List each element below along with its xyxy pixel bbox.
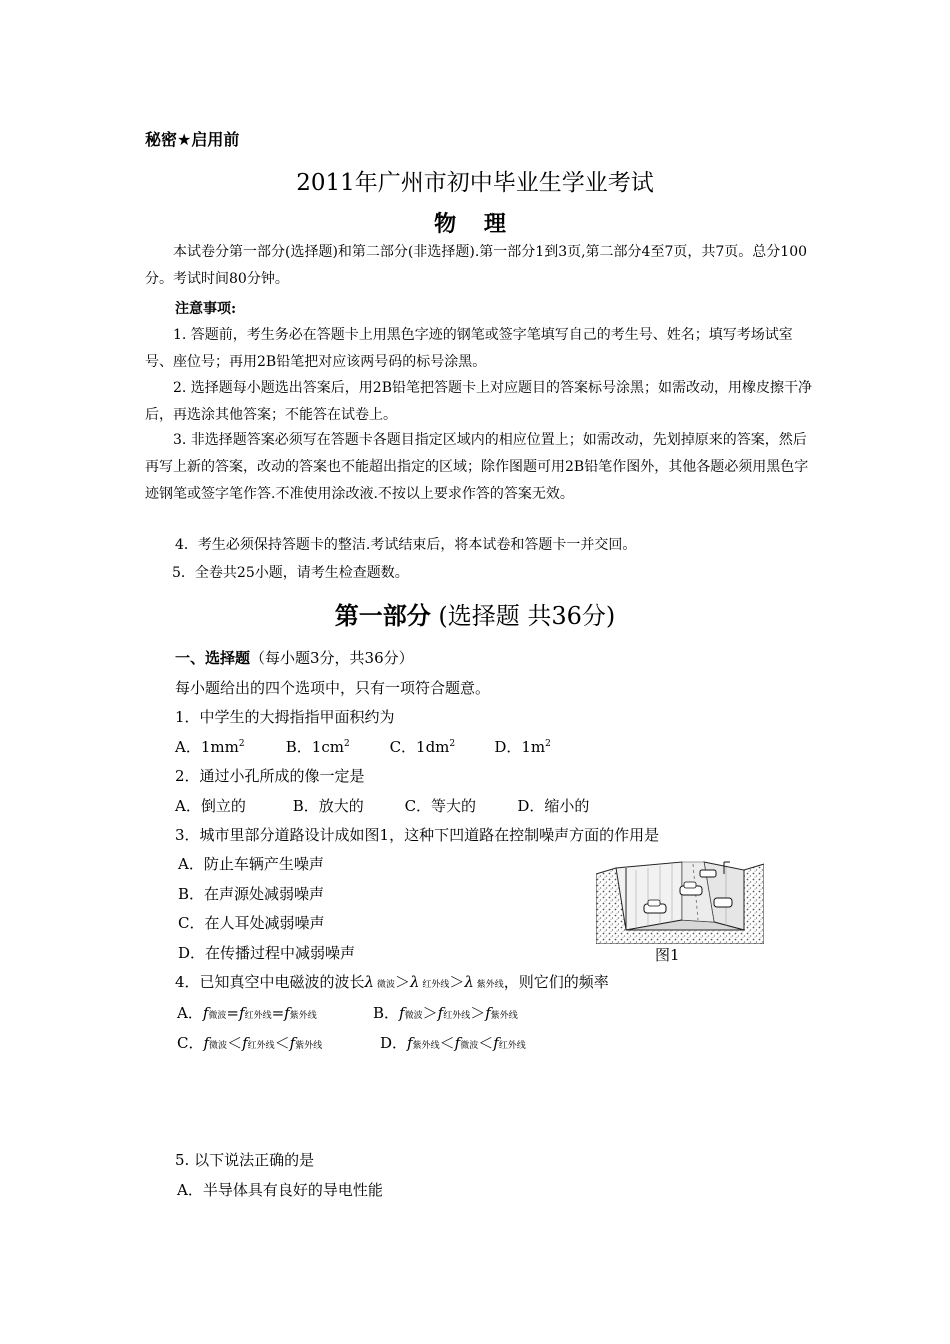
q1-option-d: D．$1m^2$: [494, 738, 551, 756]
q1-stem: 1．中学生的大拇指指甲面积约为: [175, 708, 395, 726]
notice-item-2: 2. 选择题每小题选出答案后，用2B铅笔把答题卡上对应题目的答案标号涂黑；如需改动，用橡皮擦干净后，再选涂其他答案；不能答在试卷上。: [145, 380, 813, 423]
section-heading: [175, 647, 414, 668]
q1-option-b: B．$1cm^2$: [285, 738, 350, 756]
q4-option-b: B．f微波＞f红外线＞f紫外线: [373, 1004, 518, 1022]
q2-option-d: D．缩小的: [517, 797, 590, 815]
section-heading-rest: （每小题3分，共36分）: [250, 649, 414, 667]
q2-option-a: A．倒立的: [175, 797, 246, 815]
notice-item-5: 5．全卷共25小题，请考生检查题数。: [172, 565, 409, 581]
q2-stem: 2．通过小孔所成的像一定是: [175, 767, 365, 785]
subject-title: 物 理: [434, 211, 516, 237]
notice-heading: 注意事项:: [175, 301, 237, 317]
q1-option-c: C．$1dm^2$: [389, 738, 456, 756]
exam-intro: 本试卷分第一部分(选择题)和第二部分(非选择题).第一部分1到3页,第二部分4至7页，共7页。总分100分。考试时间80分钟。: [145, 244, 808, 287]
notice-item-3: 3. 非选择题答案必须写在答题卡各题目指定区域内的相应位置上；如需改动，先划掉原来的答案，然后再写上新的答案，改动的答案也不能超出指定的区域；除作图题可用2B铅笔作图外，其他各题必须用黑色字迹钢笔或签字笔作答.不准使用涂改液.不按以上要求作答的答案无效。: [145, 432, 809, 502]
exam-title: 2011年广州市初中毕业生学业考试: [296, 170, 654, 196]
q1-option-a: A．$1mm^2$: [175, 738, 245, 756]
q2-option-c: C．等大的: [404, 797, 477, 815]
q1-options: [175, 736, 551, 757]
q3-stem: 3．城市里部分道路设计成如图1，这种下凹道路在控制噪声方面的作用是: [175, 826, 660, 844]
q3-option-b: B．在声源处减弱噪声: [178, 885, 325, 903]
q3-option-d: D．在传播过程中减弱噪声: [178, 944, 356, 962]
confidential-label: 秘密★启用前: [145, 130, 240, 149]
q4-option-d: D．f紫外线＜f微波＜f红外线: [380, 1034, 526, 1052]
part1-title-rest: (选择题 共36分): [430, 602, 616, 630]
section-heading-bold: 一、选择题: [175, 649, 251, 667]
q4-stem: 4．已知真空中电磁波的波长λ 微波＞λ 红外线＞λ 紫外线，则它们的频率: [175, 973, 609, 991]
q5-option-a: A．半导体具有良好的导电性能: [177, 1181, 383, 1199]
notice-item-4: 4．考生必须保持答题卡的整洁.考试结束后，将本试卷和答题卡一并交回。: [175, 537, 637, 553]
sunken-road-figure: [596, 860, 764, 944]
q3-option-c: C．在人耳处减弱噪声: [178, 914, 325, 932]
q4-option-a: A．f微波=f红外线=f紫外线: [177, 1004, 317, 1022]
notice-item-1: 1. 答题前，考生务必在答题卡上用黑色字迹的钢笔或签字笔填写自己的考生号、姓名；填写考场试室号、座位号；再用2B铅笔把对应该两号码的标号涂黑。: [145, 327, 793, 370]
section-instruction: 每小题给出的四个选项中，只有一项符合题意。: [175, 679, 491, 697]
q4-option-c: C．f微波＜f红外线＜f紫外线: [177, 1034, 323, 1052]
part1-title-bold: 第一部分: [334, 601, 431, 630]
q3-option-a: A．防止车辆产生噪声: [178, 855, 324, 873]
q2-option-b: B．放大的: [292, 797, 364, 815]
part1-title: [0, 596, 950, 631]
q5-stem: 5. 以下说法正确的是: [175, 1151, 315, 1169]
figure-caption: 图1: [655, 946, 680, 964]
q2-options: [175, 795, 589, 816]
